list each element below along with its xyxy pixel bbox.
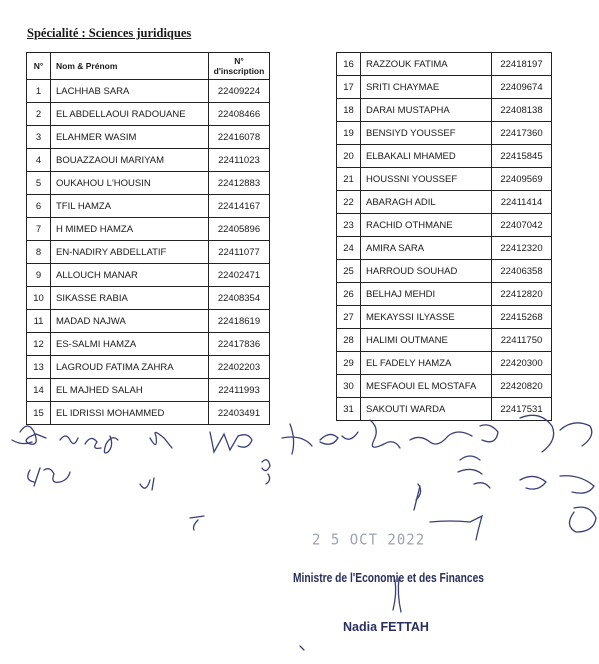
student-name: ALLOUCH MANAR bbox=[51, 264, 209, 287]
student-name: MADAD NAJWA bbox=[51, 310, 209, 333]
row-number: 17 bbox=[337, 76, 361, 99]
row-number: 12 bbox=[27, 333, 51, 356]
inscription-number: 22412883 bbox=[209, 172, 270, 195]
inscription-number: 22411414 bbox=[492, 191, 552, 214]
inscription-number: 22408138 bbox=[492, 99, 552, 122]
row-number: 10 bbox=[27, 287, 51, 310]
row-number: 22 bbox=[337, 191, 361, 214]
student-name: ABARAGH ADIL bbox=[361, 191, 492, 214]
inscription-number: 22412820 bbox=[492, 283, 552, 306]
row-number: 6 bbox=[27, 195, 51, 218]
stamp-date: 2 5 OCT 2022 bbox=[312, 531, 426, 549]
inscription-number: 22411993 bbox=[209, 379, 270, 402]
row-number: 19 bbox=[337, 122, 361, 145]
inscription-number: 22411023 bbox=[209, 149, 270, 172]
inscription-number: 22418197 bbox=[492, 53, 552, 76]
student-name: AMIRA SARA bbox=[361, 237, 492, 260]
student-name: EL ABDELLAOUI RADOUANE bbox=[51, 103, 209, 126]
student-name: H MIMED HAMZA bbox=[51, 218, 209, 241]
row-number: 13 bbox=[27, 356, 51, 379]
student-name: ELAHMER WASIM bbox=[51, 126, 209, 149]
row-number: 26 bbox=[337, 283, 361, 306]
student-name: BENSIYD YOUSSEF bbox=[361, 122, 492, 145]
inscription-number: 22412320 bbox=[492, 237, 552, 260]
row-number: 24 bbox=[337, 237, 361, 260]
student-name: MEKAYSSI ILYASSE bbox=[361, 306, 492, 329]
student-name: MESFAOUI EL MOSTAFA bbox=[361, 375, 492, 398]
inscription-number: 22411077 bbox=[209, 241, 270, 264]
row-number: 4 bbox=[27, 149, 51, 172]
student-name: LAGROUD FATIMA ZAHRA bbox=[51, 356, 209, 379]
inscription-number: 22402203 bbox=[209, 356, 270, 379]
inscription-header-line1: N° bbox=[234, 56, 244, 66]
inscription-number: 22409674 bbox=[492, 76, 552, 99]
inscription-number: 22409569 bbox=[492, 168, 552, 191]
inscription-header-line2: d'inscription bbox=[213, 66, 265, 76]
student-name: BELHAJ MEHDI bbox=[361, 283, 492, 306]
inscription-number: 22417531 bbox=[492, 398, 552, 421]
row-number: 15 bbox=[27, 402, 51, 425]
inscription-number: 22409224 bbox=[209, 80, 270, 103]
student-name: EN-NADIRY ABDELLATIF bbox=[51, 241, 209, 264]
stamp-person-name: Nadia FETTAH bbox=[343, 620, 429, 634]
row-number: 30 bbox=[337, 375, 361, 398]
inscription-number: 22416078 bbox=[209, 126, 270, 149]
inscription-number: 22406358 bbox=[492, 260, 552, 283]
row-number: 27 bbox=[337, 306, 361, 329]
inscription-number: 22420300 bbox=[492, 352, 552, 375]
student-name: ELBAKALI MHAMED bbox=[361, 145, 492, 168]
student-name: DARAI MUSTAPHA bbox=[361, 99, 492, 122]
student-name: HOUSSNI YOUSSEF bbox=[361, 168, 492, 191]
row-number: 31 bbox=[337, 398, 361, 421]
row-number: 28 bbox=[337, 329, 361, 352]
inscription-number: 22414167 bbox=[209, 195, 270, 218]
inscription-number: 22417360 bbox=[492, 122, 552, 145]
student-name: SRITI CHAYMAE bbox=[361, 76, 492, 99]
inscription-number: 22407042 bbox=[492, 214, 552, 237]
inscription-number: 22415845 bbox=[492, 145, 552, 168]
inscription-number: 22403491 bbox=[209, 402, 270, 425]
row-number: 29 bbox=[337, 352, 361, 375]
student-name: EL IDRISSI MOHAMMED bbox=[51, 402, 209, 425]
inscription-number: 22420820 bbox=[492, 375, 552, 398]
student-name: OUKAHOU L'HOUSIN bbox=[51, 172, 209, 195]
student-name: SIKASSE RABIA bbox=[51, 287, 209, 310]
inscription-number: 22408466 bbox=[209, 103, 270, 126]
inscription-number: 22405896 bbox=[209, 218, 270, 241]
inscription-number: 22408354 bbox=[209, 287, 270, 310]
student-name: RAZZOUK FATIMA bbox=[361, 53, 492, 76]
row-number: 25 bbox=[337, 260, 361, 283]
student-name: EL MAJHED SALAH bbox=[51, 379, 209, 402]
row-number: 16 bbox=[337, 53, 361, 76]
row-number: 18 bbox=[337, 99, 361, 122]
column-header-name: Nom & Prénom bbox=[51, 53, 209, 80]
row-number: 14 bbox=[27, 379, 51, 402]
row-number: 7 bbox=[27, 218, 51, 241]
student-name: ES-SALMI HAMZA bbox=[51, 333, 209, 356]
stamp-ministry: Ministre de l'Economie et des Finances bbox=[293, 571, 484, 585]
student-name: SAKOUTI WARDA bbox=[361, 398, 492, 421]
row-number: 1 bbox=[27, 80, 51, 103]
row-number: 9 bbox=[27, 264, 51, 287]
student-name: BOUAZZAOUI MARIYAM bbox=[51, 149, 209, 172]
student-name: LACHHAB SARA bbox=[51, 80, 209, 103]
row-number: 20 bbox=[337, 145, 361, 168]
row-number: 3 bbox=[27, 126, 51, 149]
row-number: 2 bbox=[27, 103, 51, 126]
inscription-number: 22402471 bbox=[209, 264, 270, 287]
inscription-number: 22418619 bbox=[209, 310, 270, 333]
student-name: TFIL HAMZA bbox=[51, 195, 209, 218]
row-number: 21 bbox=[337, 168, 361, 191]
student-name: EL FADELY HAMZA bbox=[361, 352, 492, 375]
row-number: 11 bbox=[27, 310, 51, 333]
student-name: HARROUD SOUHAD bbox=[361, 260, 492, 283]
student-name: RACHID OTHMANE bbox=[361, 214, 492, 237]
inscription-number: 22415268 bbox=[492, 306, 552, 329]
row-number: 23 bbox=[337, 214, 361, 237]
inscription-number: 22411750 bbox=[492, 329, 552, 352]
specialty-heading: Spécialité : Sciences juridiques bbox=[27, 26, 192, 40]
row-number: 8 bbox=[27, 241, 51, 264]
row-number: 5 bbox=[27, 172, 51, 195]
inscription-number: 22417836 bbox=[209, 333, 270, 356]
column-header-number: N° bbox=[27, 53, 51, 80]
student-name: HALIMI OUTMANE bbox=[361, 329, 492, 352]
